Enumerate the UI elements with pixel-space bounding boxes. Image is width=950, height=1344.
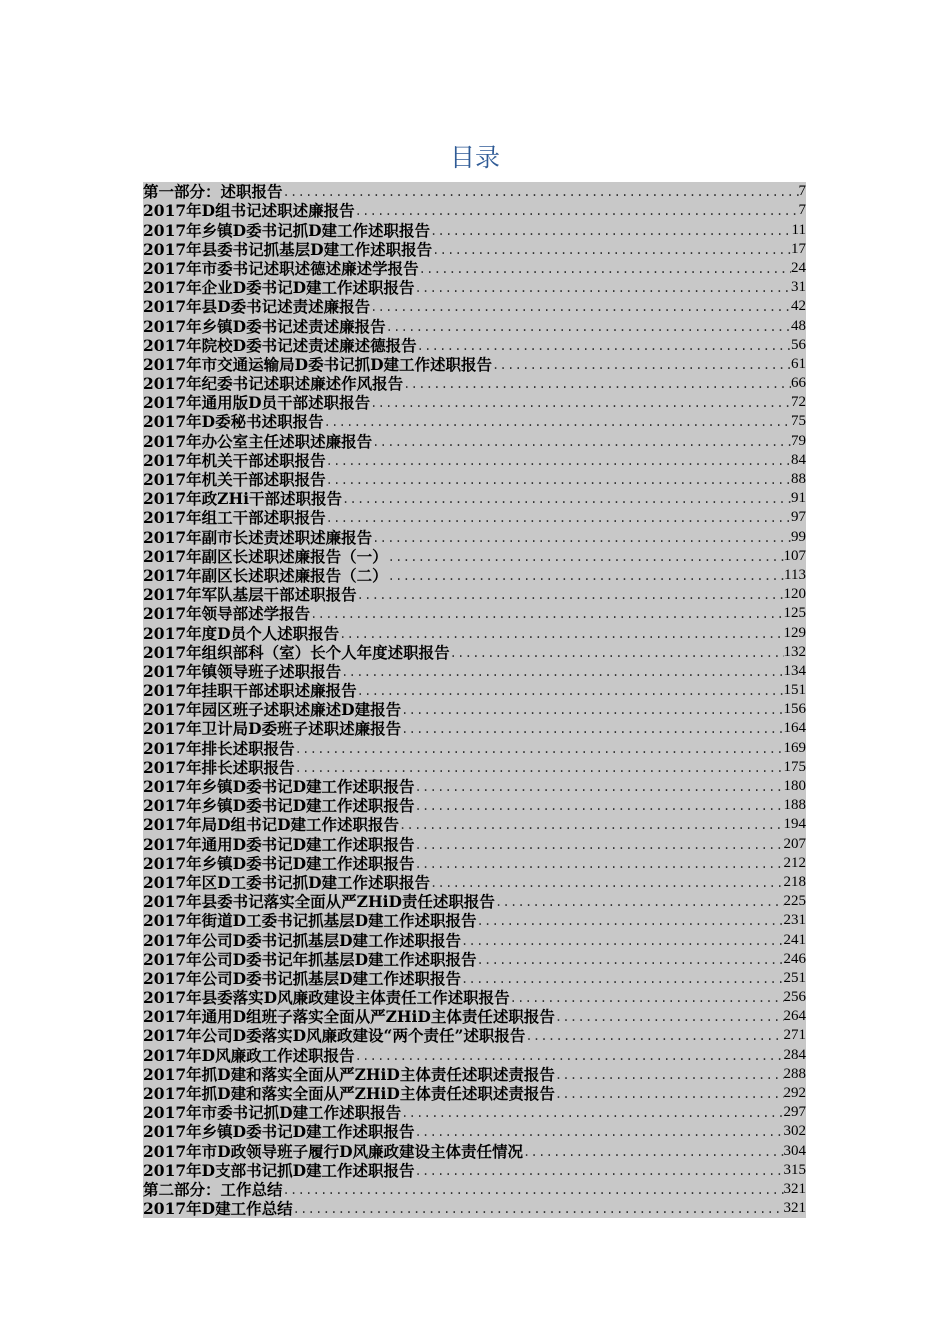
toc-dot-leader — [293, 1199, 784, 1218]
toc-page-number: 288 — [783, 1065, 806, 1082]
toc-entry-title: 2017年县委书记落实全面从严ZHiD责任述职报告 — [143, 892, 495, 912]
toc-dot-leader — [477, 950, 784, 969]
toc-entry-title: 2017年纪委书记述职述廉述作风报告 — [143, 374, 404, 394]
toc-page-number: 212 — [783, 854, 806, 871]
toc-entry-title: 2017年D组书记述职述廉报告 — [143, 201, 355, 221]
toc-page-number: 17 — [791, 240, 806, 257]
toc-dot-leader — [415, 854, 784, 873]
toc-entry[interactable] — [143, 738, 806, 757]
toc-page-number: 120 — [783, 586, 806, 603]
toc-page-number: 304 — [783, 1142, 806, 1159]
toc-entry[interactable] — [143, 700, 806, 719]
toc-entry[interactable] — [143, 508, 806, 527]
toc-entry-title: 2017年乡镇D委书记D建工作述职报告 — [143, 777, 415, 796]
toc-page-number: 246 — [783, 950, 806, 967]
toc-page-number: 125 — [783, 605, 806, 622]
toc-page-number: 321 — [783, 1200, 806, 1217]
toc-entry-title: 2017年乡镇D委书记抓D建工作述职报告 — [143, 220, 431, 240]
toc-page-number: 180 — [783, 778, 806, 794]
toc-dot-leader — [326, 470, 791, 489]
toc-entry-title: 2017年D支部书记抓D建工作述职报告 — [143, 1160, 415, 1180]
toc-entry[interactable] — [143, 1141, 806, 1160]
toc-page-number: 66 — [791, 375, 806, 392]
toc-page-number: 297 — [783, 1104, 806, 1121]
toc-entry-title: 2017年镇领导班子述职报告 — [143, 661, 342, 681]
toc-part-heading[interactable] — [143, 182, 806, 201]
toc-page-number: 61 — [791, 355, 806, 372]
toc-page-number: 129 — [783, 624, 806, 641]
toc-dot-leader — [324, 412, 791, 431]
toc-dot-leader — [310, 604, 783, 623]
toc-dot-leader — [339, 624, 783, 643]
toc-page-number: 218 — [783, 873, 806, 890]
toc-entry-title: 2017年D委秘书述职报告 — [143, 412, 324, 432]
toc-dot-leader — [401, 719, 783, 738]
toc-entry-title: 2017年抓D建和落实全面从严ZHiD主体责任述职述责报告 — [143, 1084, 555, 1103]
toc-entry-title: 2017年乡镇D委书记D建工作述职报告 — [143, 796, 415, 816]
toc-entry[interactable] — [143, 758, 806, 777]
toc-dot-leader — [355, 1046, 784, 1065]
toc-entry[interactable] — [143, 815, 806, 834]
toc-dot-leader — [342, 489, 791, 508]
toc-dot-leader — [523, 1142, 783, 1161]
toc-entry-title: 第一部分：述职报告 — [143, 182, 283, 202]
toc-entry-title: 2017年D建工作总结 — [143, 1199, 293, 1219]
toc-entry-title: 2017年通用D组班子落实全面从严ZHiD主体责任述职报告 — [143, 1007, 555, 1027]
toc-entry-title: 2017年领导部述学报告 — [143, 604, 311, 624]
toc-dot-leader — [388, 566, 784, 585]
toc-entry-title: 2017年副市长述责述职述廉报告 — [143, 527, 373, 547]
toc-entry[interactable] — [143, 470, 806, 489]
toc-dot-leader — [415, 1122, 784, 1141]
toc-page-number: 302 — [783, 1123, 806, 1140]
toc-dot-leader — [555, 1007, 784, 1026]
toc-dot-leader — [401, 700, 783, 719]
toc-entry-title: 2017年局D组书记D建工作述职报告 — [143, 815, 400, 835]
toc-dot-leader — [388, 547, 784, 566]
toc-entry[interactable] — [143, 873, 806, 892]
toc-entry[interactable] — [143, 796, 806, 815]
toc-entry-title: 2017年市交通运输局D委书记抓D建工作述职报告 — [143, 354, 493, 374]
toc-entry[interactable] — [143, 278, 806, 297]
toc-page-number: 79 — [791, 432, 806, 449]
toc-page-number: 48 — [791, 317, 806, 334]
toc-dot-leader — [555, 1084, 784, 1103]
toc-entry-title: 2017年军队基层干部述职报告 — [143, 585, 357, 605]
toc-entry[interactable] — [143, 297, 806, 316]
toc-entry[interactable] — [143, 1161, 806, 1180]
toc-entry[interactable] — [143, 643, 806, 662]
toc-entry-title: 2017年县D委书记述责述廉报告 — [143, 297, 371, 317]
toc-page-number: 42 — [791, 298, 806, 315]
toc-entry-title: 2017年乡镇D委书记D建工作述职报告 — [143, 853, 415, 873]
toc-page-number: 251 — [783, 969, 806, 986]
toc-entry[interactable] — [143, 374, 806, 393]
toc-entry[interactable] — [143, 1122, 806, 1141]
toc-page-number: 231 — [783, 912, 806, 929]
toc-entry-title: 2017年企业D委书记D建工作述职报告 — [143, 278, 415, 298]
toc-entry[interactable] — [143, 1199, 806, 1218]
toc-entry-title: 2017年副区长述职述廉报告（二） — [143, 565, 388, 585]
toc-entry[interactable] — [143, 604, 806, 623]
toc-dot-leader — [326, 508, 791, 527]
toc-entry-title: 2017年卫计局D委班子述职述廉报告 — [143, 719, 402, 739]
toc-entry[interactable] — [143, 911, 806, 930]
toc-heading: 目录 — [449, 143, 500, 172]
toc-entry[interactable] — [143, 412, 806, 431]
toc-entry-title: 2017年通用版D员干部述职报告 — [143, 393, 371, 413]
toc-dot-leader — [295, 739, 784, 758]
toc-page-number: 72 — [791, 394, 806, 411]
toc-entry[interactable] — [143, 547, 806, 566]
toc-page-number: 164 — [783, 720, 806, 737]
toc-dot-leader — [492, 355, 791, 374]
toc-part-heading[interactable] — [143, 1180, 806, 1199]
toc-entry[interactable] — [143, 451, 806, 470]
toc-entry[interactable] — [143, 969, 806, 988]
toc-page-number: 97 — [791, 509, 806, 526]
toc-entry[interactable] — [143, 201, 806, 220]
toc-entry-title: 2017年机关干部述职报告 — [143, 450, 326, 470]
toc-entry-title: 2017年区D工委书记抓D建工作述职报告 — [143, 872, 431, 892]
toc-page-number: 284 — [783, 1046, 806, 1063]
toc-page-number: 113 — [784, 566, 806, 583]
toc-entry-title: 2017年副区长述职述廉报告（一） — [143, 546, 388, 566]
toc-page-number: 256 — [783, 989, 806, 1006]
toc-entry-title: 2017年街道D工委书记抓基层D建工作述职报告 — [143, 911, 477, 931]
toc-page-number: 75 — [791, 413, 806, 430]
toc-entry[interactable] — [143, 719, 806, 738]
toc-dot-leader — [430, 873, 783, 892]
toc-entry-title: 2017年公司D委落实D风廉政建设“两个责任”述职报告 — [143, 1026, 526, 1046]
toc-entry[interactable] — [143, 930, 806, 949]
toc-entry[interactable] — [143, 892, 806, 911]
toc-dot-leader — [415, 796, 784, 815]
toc-page-number: 194 — [783, 816, 806, 833]
toc-page-number: 84 — [791, 451, 806, 468]
toc-entry-title: 2017年公司D委书记抓基层D建工作述职报告 — [143, 930, 462, 950]
toc-entry-title: 2017年市委书记述职述德述廉述学报告 — [143, 258, 419, 278]
toc-dot-leader — [555, 1065, 784, 1084]
toc-entry-title: 2017年度D员个人述职报告 — [143, 623, 340, 643]
toc-dot-leader — [417, 336, 791, 355]
toc-page-number: 175 — [783, 758, 806, 775]
toc-dot-leader — [341, 662, 783, 681]
toc-dot-leader — [415, 835, 784, 854]
toc-entry-title: 2017年乡镇D委书记述责述廉报告 — [143, 316, 386, 336]
toc-entry[interactable] — [143, 662, 806, 681]
toc-entry[interactable] — [143, 240, 806, 259]
toc-page-number: 315 — [783, 1161, 806, 1178]
toc-dot-leader — [355, 201, 799, 220]
toc-dot-leader — [370, 297, 791, 316]
toc-page-number: 188 — [783, 797, 806, 814]
toc-page-number: 91 — [791, 490, 806, 507]
toc-entry-title: 2017年乡镇D委书记D建工作述职报告 — [143, 1122, 415, 1142]
toc-page-number: 241 — [783, 931, 806, 948]
toc-dot-leader — [450, 643, 784, 662]
toc-dot-leader — [295, 758, 784, 777]
toc-entry-title: 2017年政ZHi干部述职报告 — [143, 489, 342, 509]
toc-entry-title: 2017年抓D建和落实全面从严ZHiD主体责任述职述责报告 — [143, 1064, 555, 1084]
toc-dot-leader — [525, 1026, 783, 1045]
toc-dot-leader — [510, 988, 784, 1007]
toc-dot-leader — [401, 1103, 783, 1122]
toc-entry[interactable] — [143, 950, 806, 969]
toc-entry[interactable] — [143, 431, 806, 450]
toc-entry[interactable] — [143, 1084, 806, 1103]
toc-entry[interactable] — [143, 623, 806, 642]
toc-entry[interactable] — [143, 489, 806, 508]
toc-dot-leader — [372, 528, 791, 547]
toc-entry[interactable] — [143, 220, 806, 239]
toc-dot-leader — [370, 393, 791, 412]
toc-entry-title: 2017年D风廉政工作述职报告 — [143, 1045, 355, 1065]
toc-page-number: 271 — [783, 1027, 806, 1044]
toc-page-number: 56 — [791, 336, 806, 353]
toc-dot-leader — [419, 259, 791, 278]
toc-entry-title: 2017年组工干部述职报告 — [143, 508, 326, 528]
toc-entry[interactable] — [143, 527, 806, 546]
toc-entry[interactable] — [143, 681, 806, 700]
toc-page-number: 264 — [783, 1008, 806, 1025]
table-of-contents — [143, 182, 806, 1218]
toc-entry-title: 2017年县委书记抓基层D建工作述职报告 — [143, 239, 433, 259]
toc-dot-leader — [432, 240, 791, 259]
toc-entry-title: 2017年排长述职报告 — [143, 757, 295, 777]
toc-dot-leader — [415, 777, 784, 796]
toc-dot-leader — [461, 969, 783, 988]
toc-entry-title: 第二部分：工作总结 — [143, 1179, 283, 1199]
toc-entry[interactable] — [143, 988, 806, 1007]
toc-dot-leader — [357, 681, 784, 700]
toc-entry-title: 2017年公司D委书记年抓基层D建工作述职报告 — [143, 949, 477, 969]
toc-entry[interactable] — [143, 834, 806, 853]
toc-entry[interactable] — [143, 316, 806, 335]
toc-entry[interactable] — [143, 355, 806, 374]
toc-entry[interactable] — [143, 393, 806, 412]
toc-page-number: 134 — [783, 662, 806, 679]
toc-page-number: 99 — [791, 528, 806, 545]
toc-entry[interactable] — [143, 854, 806, 873]
toc-dot-leader — [386, 317, 791, 336]
toc-page-number: 151 — [783, 682, 806, 699]
toc-entry-title: 2017年通用D委书记D建工作述职报告 — [143, 834, 415, 854]
toc-page-number: 132 — [783, 643, 806, 660]
toc-dot-leader — [415, 1161, 784, 1180]
toc-entry[interactable] — [143, 259, 806, 278]
toc-entry[interactable] — [143, 585, 806, 604]
toc-entry[interactable] — [143, 1045, 806, 1064]
toc-entry[interactable] — [143, 336, 806, 355]
toc-entry-title: 2017年挂职干部述职述廉报告 — [143, 681, 357, 701]
toc-page-number: 225 — [783, 893, 806, 910]
toc-entry-title: 2017年机关干部述职报告 — [143, 470, 326, 489]
toc-page-number: 24 — [791, 259, 806, 276]
toc-page-number: 107 — [783, 547, 806, 564]
toc-dot-leader — [357, 585, 784, 604]
toc-entry-title: 2017年县委落实D风廉政建设主体责任工作述职报告 — [143, 988, 510, 1008]
toc-page-number: 31 — [791, 279, 806, 296]
toc-page-number: 292 — [783, 1085, 806, 1101]
toc-entry-title: 2017年办公室主任述职述廉报告 — [143, 431, 373, 451]
toc-entry-title: 2017年公司D委书记抓基层D建工作述职报告 — [143, 968, 462, 988]
toc-dot-leader — [326, 451, 791, 470]
toc-entry-title: 2017年院校D委书记述责述廉述德报告 — [143, 335, 417, 355]
toc-entry-title: 2017年组织部科（室）长个人年度述职报告 — [143, 642, 450, 662]
toc-page-number: 7 — [798, 183, 806, 200]
toc-page-number: 207 — [783, 835, 806, 852]
toc-entry[interactable] — [143, 1065, 806, 1084]
toc-dot-leader — [283, 182, 799, 201]
toc-entry[interactable] — [143, 1026, 806, 1045]
toc-entry-title: 2017年市D政领导班子履行D风廉政建设主体责任情况 — [143, 1141, 524, 1161]
toc-dot-leader — [461, 931, 783, 950]
toc-dot-leader — [430, 221, 792, 240]
toc-entry[interactable] — [143, 566, 806, 585]
toc-page-number: 11 — [791, 221, 806, 238]
toc-dot-leader — [283, 1180, 784, 1199]
toc-entry[interactable] — [143, 777, 806, 796]
toc-page-number: 321 — [783, 1180, 806, 1197]
toc-dot-leader — [372, 432, 791, 451]
toc-dot-leader — [399, 815, 783, 834]
toc-dot-leader — [477, 911, 784, 930]
toc-page-number: 156 — [783, 701, 806, 718]
toc-entry-title: 2017年市委书记抓D建工作述职报告 — [143, 1103, 402, 1123]
toc-entry[interactable] — [143, 1103, 806, 1122]
toc-dot-leader — [415, 278, 791, 297]
toc-dot-leader — [495, 892, 784, 911]
toc-entry-title: 2017年园区班子述职述廉述D建报告 — [143, 700, 402, 720]
toc-page-number: 88 — [791, 471, 806, 487]
toc-entry-title: 2017年排长述职报告 — [143, 738, 295, 758]
toc-dot-leader — [403, 374, 791, 393]
toc-entry[interactable] — [143, 1007, 806, 1026]
toc-page-number: 7 — [798, 202, 806, 219]
toc-page-number: 169 — [783, 739, 806, 756]
